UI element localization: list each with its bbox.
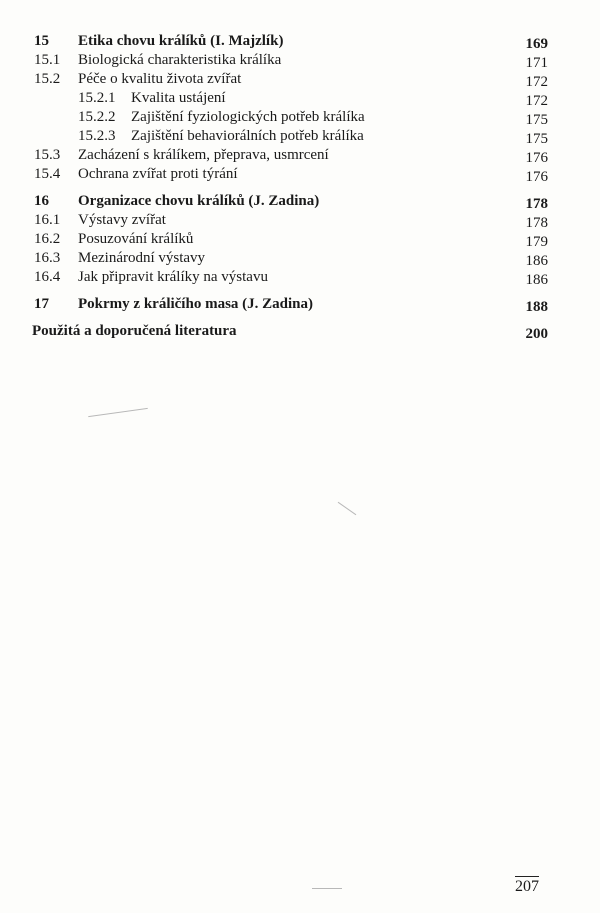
scan-artifact: [88, 408, 148, 417]
toc-title: Mezinárodní výstavy: [78, 250, 206, 266]
toc-chapter-row: [32, 295, 550, 314]
toc-section-row: [32, 268, 550, 287]
toc-section-row: [32, 230, 550, 249]
toc-section-row: [32, 127, 550, 146]
toc-page-number: 188: [525, 299, 548, 315]
toc-number: 15.2: [34, 71, 61, 87]
toc-number: 15.2.1: [78, 90, 116, 106]
toc-title: Kvalita ustájení: [131, 90, 226, 106]
toc-page-number: 178: [525, 196, 548, 212]
toc-title: Posuzování králíků: [78, 231, 194, 247]
toc-number: 16.2: [34, 231, 61, 247]
page-number: 207: [515, 878, 539, 895]
toc-section-row: [32, 249, 550, 268]
toc-section-row: [32, 51, 550, 70]
toc-page-number: 178: [525, 215, 548, 231]
toc-title: Organizace chovu králíků (J. Zadina): [78, 193, 320, 209]
toc-page-number: 179: [525, 234, 548, 250]
toc-title: Zacházení s králíkem, přeprava, usmrcení: [78, 147, 329, 163]
table-of-contents: [32, 32, 550, 341]
scan-artifact: [312, 888, 342, 889]
toc-page-number: 175: [525, 131, 548, 147]
toc-chapter-row: [32, 192, 550, 211]
toc-title: Péče o kvalitu života zvířat: [78, 71, 242, 87]
toc-number: 15.2.3: [78, 128, 116, 144]
toc-section-row: [32, 146, 550, 165]
toc-title: Etika chovu králíků (I. Majzlík): [78, 33, 284, 49]
toc-section-row: [32, 70, 550, 89]
toc-number: 16.4: [34, 269, 61, 285]
toc-section-row: [32, 165, 550, 184]
toc-page-number: 172: [525, 74, 548, 90]
toc-page-number: 171: [525, 55, 548, 71]
toc-title: Použitá a doporučená literatura: [32, 323, 237, 339]
toc-number: 15: [34, 33, 49, 49]
toc-title: Ochrana zvířat proti týrání: [78, 166, 238, 182]
toc-title: Jak připravit králíky na výstavu: [78, 269, 268, 285]
toc-number: 15.2.2: [78, 109, 116, 125]
toc-number: 15.1: [34, 52, 61, 68]
toc-title: Pokrmy z králičího masa (J. Zadina): [78, 296, 313, 312]
toc-page-number: 169: [525, 36, 548, 52]
toc-number: 16: [34, 193, 49, 209]
toc-number: 15.4: [34, 166, 61, 182]
scan-artifact: [338, 502, 357, 515]
toc-title: Zajištění fyziologických potřeb králíka: [131, 109, 365, 125]
toc-chapter-row: [32, 32, 550, 51]
toc-page-number: 172: [525, 93, 548, 109]
toc-title: Výstavy zvířat: [78, 212, 166, 228]
toc-section-row: [32, 211, 550, 230]
toc-title: Biologická charakteristika králíka: [78, 52, 282, 68]
toc-page-number: 175: [525, 112, 548, 128]
toc-page-number: 186: [525, 253, 548, 269]
toc-page-number: 176: [525, 169, 548, 185]
toc-literature-row: [32, 322, 550, 341]
toc-number: 16.1: [34, 212, 61, 228]
toc-title: Zajištění behaviorálních potřeb králíka: [131, 128, 364, 144]
toc-number: 15.3: [34, 147, 61, 163]
toc-page-number: 200: [525, 326, 548, 342]
toc-number: 17: [34, 296, 49, 312]
toc-page-number: 186: [525, 272, 548, 288]
toc-section-row: [32, 108, 550, 127]
toc-section-row: [32, 89, 550, 108]
toc-number: 16.3: [34, 250, 61, 266]
toc-page-number: 176: [525, 150, 548, 166]
